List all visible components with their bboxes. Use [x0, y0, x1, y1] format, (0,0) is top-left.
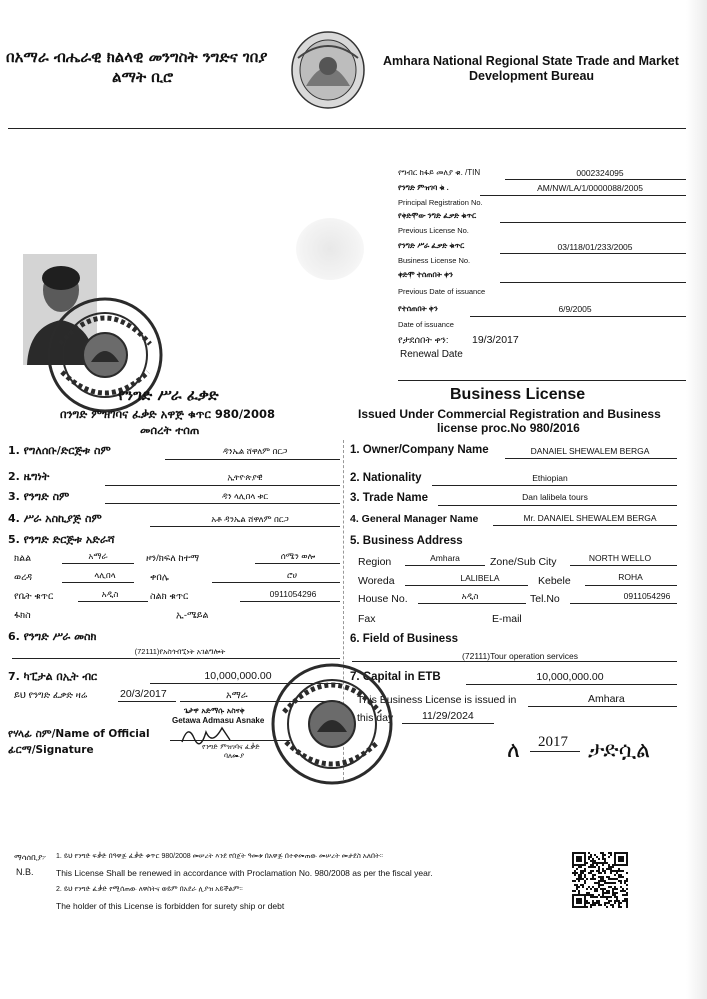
en-owner-label: 1. Owner/Company Name	[350, 444, 489, 456]
en-this-day-value: 11/29/2024	[422, 710, 474, 722]
note-1-en: This License Shall be renewed in accordance with Proclamation No. 980/2008 as per the fiscal year.	[56, 868, 433, 878]
issue-date-am: የተሰጠበት ቀን	[398, 304, 438, 313]
en-nationality-label: 2. Nationality	[350, 472, 422, 484]
am-house-label: የቤት ቁጥር	[14, 591, 54, 602]
en-house-value: አዲስ	[461, 591, 479, 601]
header-en-title-1: Amhara National Regional State Trade and Market	[383, 54, 679, 68]
am-zone-value: ሰሜን ወሎ	[280, 551, 316, 561]
en-trade-name-label: 3. Trade Name	[350, 492, 428, 504]
am-zone-label: ዞን/ክፍለ ከተማ	[146, 553, 200, 564]
en-region-value: Amhara	[430, 553, 460, 563]
header-am-title-2: ልማት ቢሮ	[112, 68, 174, 86]
am-owner-value: ዳንኤል ሸዋለም በርጋ	[222, 446, 288, 456]
header-en-title-2: Development Bureau	[469, 69, 595, 83]
qr-code	[572, 852, 628, 908]
en-manager-label: 4. General Manager Name	[350, 513, 479, 525]
am-nationality-value: ኢትዮጵያዊ	[227, 472, 263, 482]
en-capital-label: 7. Capital in ETB	[350, 671, 441, 683]
prev-license-en: Previous License No.	[398, 226, 469, 235]
issue-date-value: 6/9/2005	[558, 304, 592, 314]
note-1-am: 1. ይህ የንግድ ፍቃድ በዓዋጅ ፈቃድ ቁጥር 980/2008 መሠረት እንደ የበጀት ዓመቱ በአዋጅ በተቀመጠው መሠረት መታደስ አለበት።	[56, 853, 383, 860]
am-phone-value: 0911054296	[269, 589, 317, 599]
business-license-en: Business License No.	[398, 256, 471, 265]
am-region-value: አማራ	[88, 551, 108, 561]
tin-value: 0002324095	[576, 168, 624, 178]
en-manager-value: Mr. DANAIEL SHEWALEM BERGA	[523, 513, 657, 523]
tin-label: የግብር ከፋይ መለያ ቁ. /TIN	[398, 168, 481, 177]
en-address-label: 5. Business Address	[350, 535, 463, 547]
am-manager-value: አቶ ዳንኤል ሸዋለም በርጋ	[211, 514, 289, 524]
principal-reg-am: የንግድ ምዝገባ ቁ .	[398, 183, 449, 192]
principal-reg-value: AM/NW/LA/1/0000088/2005	[537, 183, 643, 193]
official-title-am-2: ባለሙያ	[224, 752, 245, 760]
note-2-en: The holder of this License is forbidden for surety ship or debt	[56, 901, 285, 911]
title-am-2: በንግድ ምዝገባና ፈቃድ አዋጅ ቁጥር 980/2008	[60, 407, 276, 421]
handwritten-renewal-prefix: ለ	[507, 738, 520, 763]
business-license-am: የንግድ ሥራ ፈቃድ ቁጥር	[398, 241, 465, 250]
official-name-am: ጌታዋ አድማሱ አስናቀ	[184, 706, 245, 715]
en-region-label: Region	[358, 556, 392, 568]
am-manager-label: 4. ሥራ አስኪያጅ ስም	[8, 512, 102, 525]
title-am-1: የንግድ ሥራ ፈቃድ	[118, 386, 219, 404]
en-trade-name-value: Dan lalibela tours	[522, 492, 588, 502]
handwritten-renewal-suffix: ታድሷል	[588, 738, 651, 763]
signature-scribble	[178, 720, 238, 750]
am-issued-date: 20/3/2017	[120, 688, 167, 700]
emblem-logo	[284, 28, 372, 112]
en-house-label: House No.	[358, 593, 408, 605]
en-zone-label: Zone/Sub City	[490, 556, 557, 568]
nb-am-label: ማሳሰቢያ፦	[14, 853, 47, 862]
am-house-value: አዲስ	[101, 589, 119, 599]
am-trade-name-label: 3. የንግድ ስም	[8, 490, 70, 503]
am-capital-label: 7. ካፒታል በኢት ብር	[8, 670, 98, 683]
en-field-of-business-value: (72111)Tour operation services	[462, 651, 578, 661]
en-this-day-label: this day	[357, 712, 394, 724]
am-field-of-business-value: (72111)የአስጎብኚነት አገልግሎት	[134, 647, 226, 656]
am-field-of-business-label: 6. የንግድ ሥራ መስክ	[8, 630, 97, 643]
issue-date-en: Date of issuance	[398, 320, 454, 329]
header-am-title-1: በአማራ ብሔራዊ ክልላዊ መንግስት ንግድና ገበያ	[6, 48, 268, 66]
am-email-label: ኢ-ሜይል	[176, 610, 209, 621]
official-seal-2	[270, 662, 394, 786]
am-capital-value: 10,000,000.00	[204, 670, 272, 682]
prev-issue-en: Previous Date of issuance	[398, 287, 486, 296]
official-name-label: የሃላፊ ስም/Name of Official	[8, 728, 150, 740]
en-email-label: E-mail	[492, 613, 522, 625]
am-address-label: 5. የንግድ ድርጅቱ አድራሻ	[8, 533, 115, 546]
am-woreda-label: ወረዳ	[14, 572, 33, 583]
business-license-value: 03/118/01/233/2005	[557, 242, 633, 252]
signature-label: ፊርማ/Signature	[8, 744, 94, 756]
en-zone-value: NORTH WELLO	[588, 553, 652, 563]
en-owner-value: DANAIEL SHEWALEM BERGA	[530, 446, 650, 456]
am-issued-label: ይህ የንግድ ፈቃድ ዛሬ	[14, 690, 88, 701]
am-owner-label: 1. የግለሰቡ/ድርጅቱ ስም	[8, 444, 111, 457]
title-en-3: license proc.No 980/2016	[437, 421, 580, 435]
am-fax-label: ፋክስ	[14, 610, 31, 621]
en-issued-value: Amhara	[588, 693, 625, 705]
official-name-en: Getawa Admasu Asnake	[172, 716, 265, 725]
en-tel-label: Tel.No	[530, 593, 560, 605]
official-title-am: የንግድ ምዝገባና ፈቃድ	[202, 743, 260, 751]
note-2-am: 2. ይህ የንግድ ፈቃድ የሚሰጠው ለዋስትና ወይም በአደራ ሊያዝ አይችልም።	[56, 886, 243, 893]
am-phone-label: ስልክ ቁጥር	[150, 591, 189, 602]
prev-license-am: የቀድሞው ንግድ ፈቃድ ቁጥር	[398, 211, 477, 220]
renewal-date-value: 19/3/2017	[472, 334, 519, 346]
nb-en-label: N.B.	[16, 867, 34, 877]
renewal-date-en: Renewal Date	[400, 349, 463, 360]
en-woreda-label: Woreda	[358, 575, 395, 587]
prev-issue-am: ቀድሞ ተሰጠበት ቀን	[398, 270, 453, 279]
en-fax-label: Fax	[358, 613, 376, 625]
en-kebele-label: Kebele	[538, 575, 571, 587]
en-tel-value: 0911054296	[623, 591, 671, 601]
page-edge-shadow	[686, 0, 707, 999]
am-region-label: ክልል	[14, 553, 32, 564]
am-nationality-label: 2. ዜግነት	[8, 470, 50, 483]
handwritten-renewal-year: 2017	[538, 734, 568, 750]
header-divider	[8, 128, 698, 129]
en-capital-value: 10,000,000.00	[536, 671, 604, 683]
principal-reg-en: Principal Registration No.	[398, 198, 483, 207]
am-issued-place: አማራ	[226, 690, 248, 701]
faint-seal	[296, 218, 364, 280]
am-woreda-value: ላሊበላ	[94, 570, 116, 580]
en-nationality-value: Ethiopian	[532, 473, 568, 483]
renewal-date-am: የታደሰበት ቀን:	[398, 335, 449, 346]
am-kebele-value: ሮሀ	[286, 570, 298, 580]
en-woreda-value: LALIBELA	[460, 573, 500, 583]
title-en-1: Business License	[450, 386, 586, 403]
en-issued-label: This Business License is issued in	[357, 694, 517, 706]
title-en-2: Issued Under Commercial Registration and Business	[358, 407, 661, 421]
am-kebele-label: ቀበሌ	[150, 572, 169, 583]
en-field-of-business-label: 6. Field of Business	[350, 633, 458, 645]
am-trade-name-value: ዳን ላሊበላ ቱር	[221, 491, 269, 501]
en-kebele-value: ROHA	[618, 572, 643, 582]
title-am-3: መሰረት ተሰጠ	[140, 423, 200, 437]
